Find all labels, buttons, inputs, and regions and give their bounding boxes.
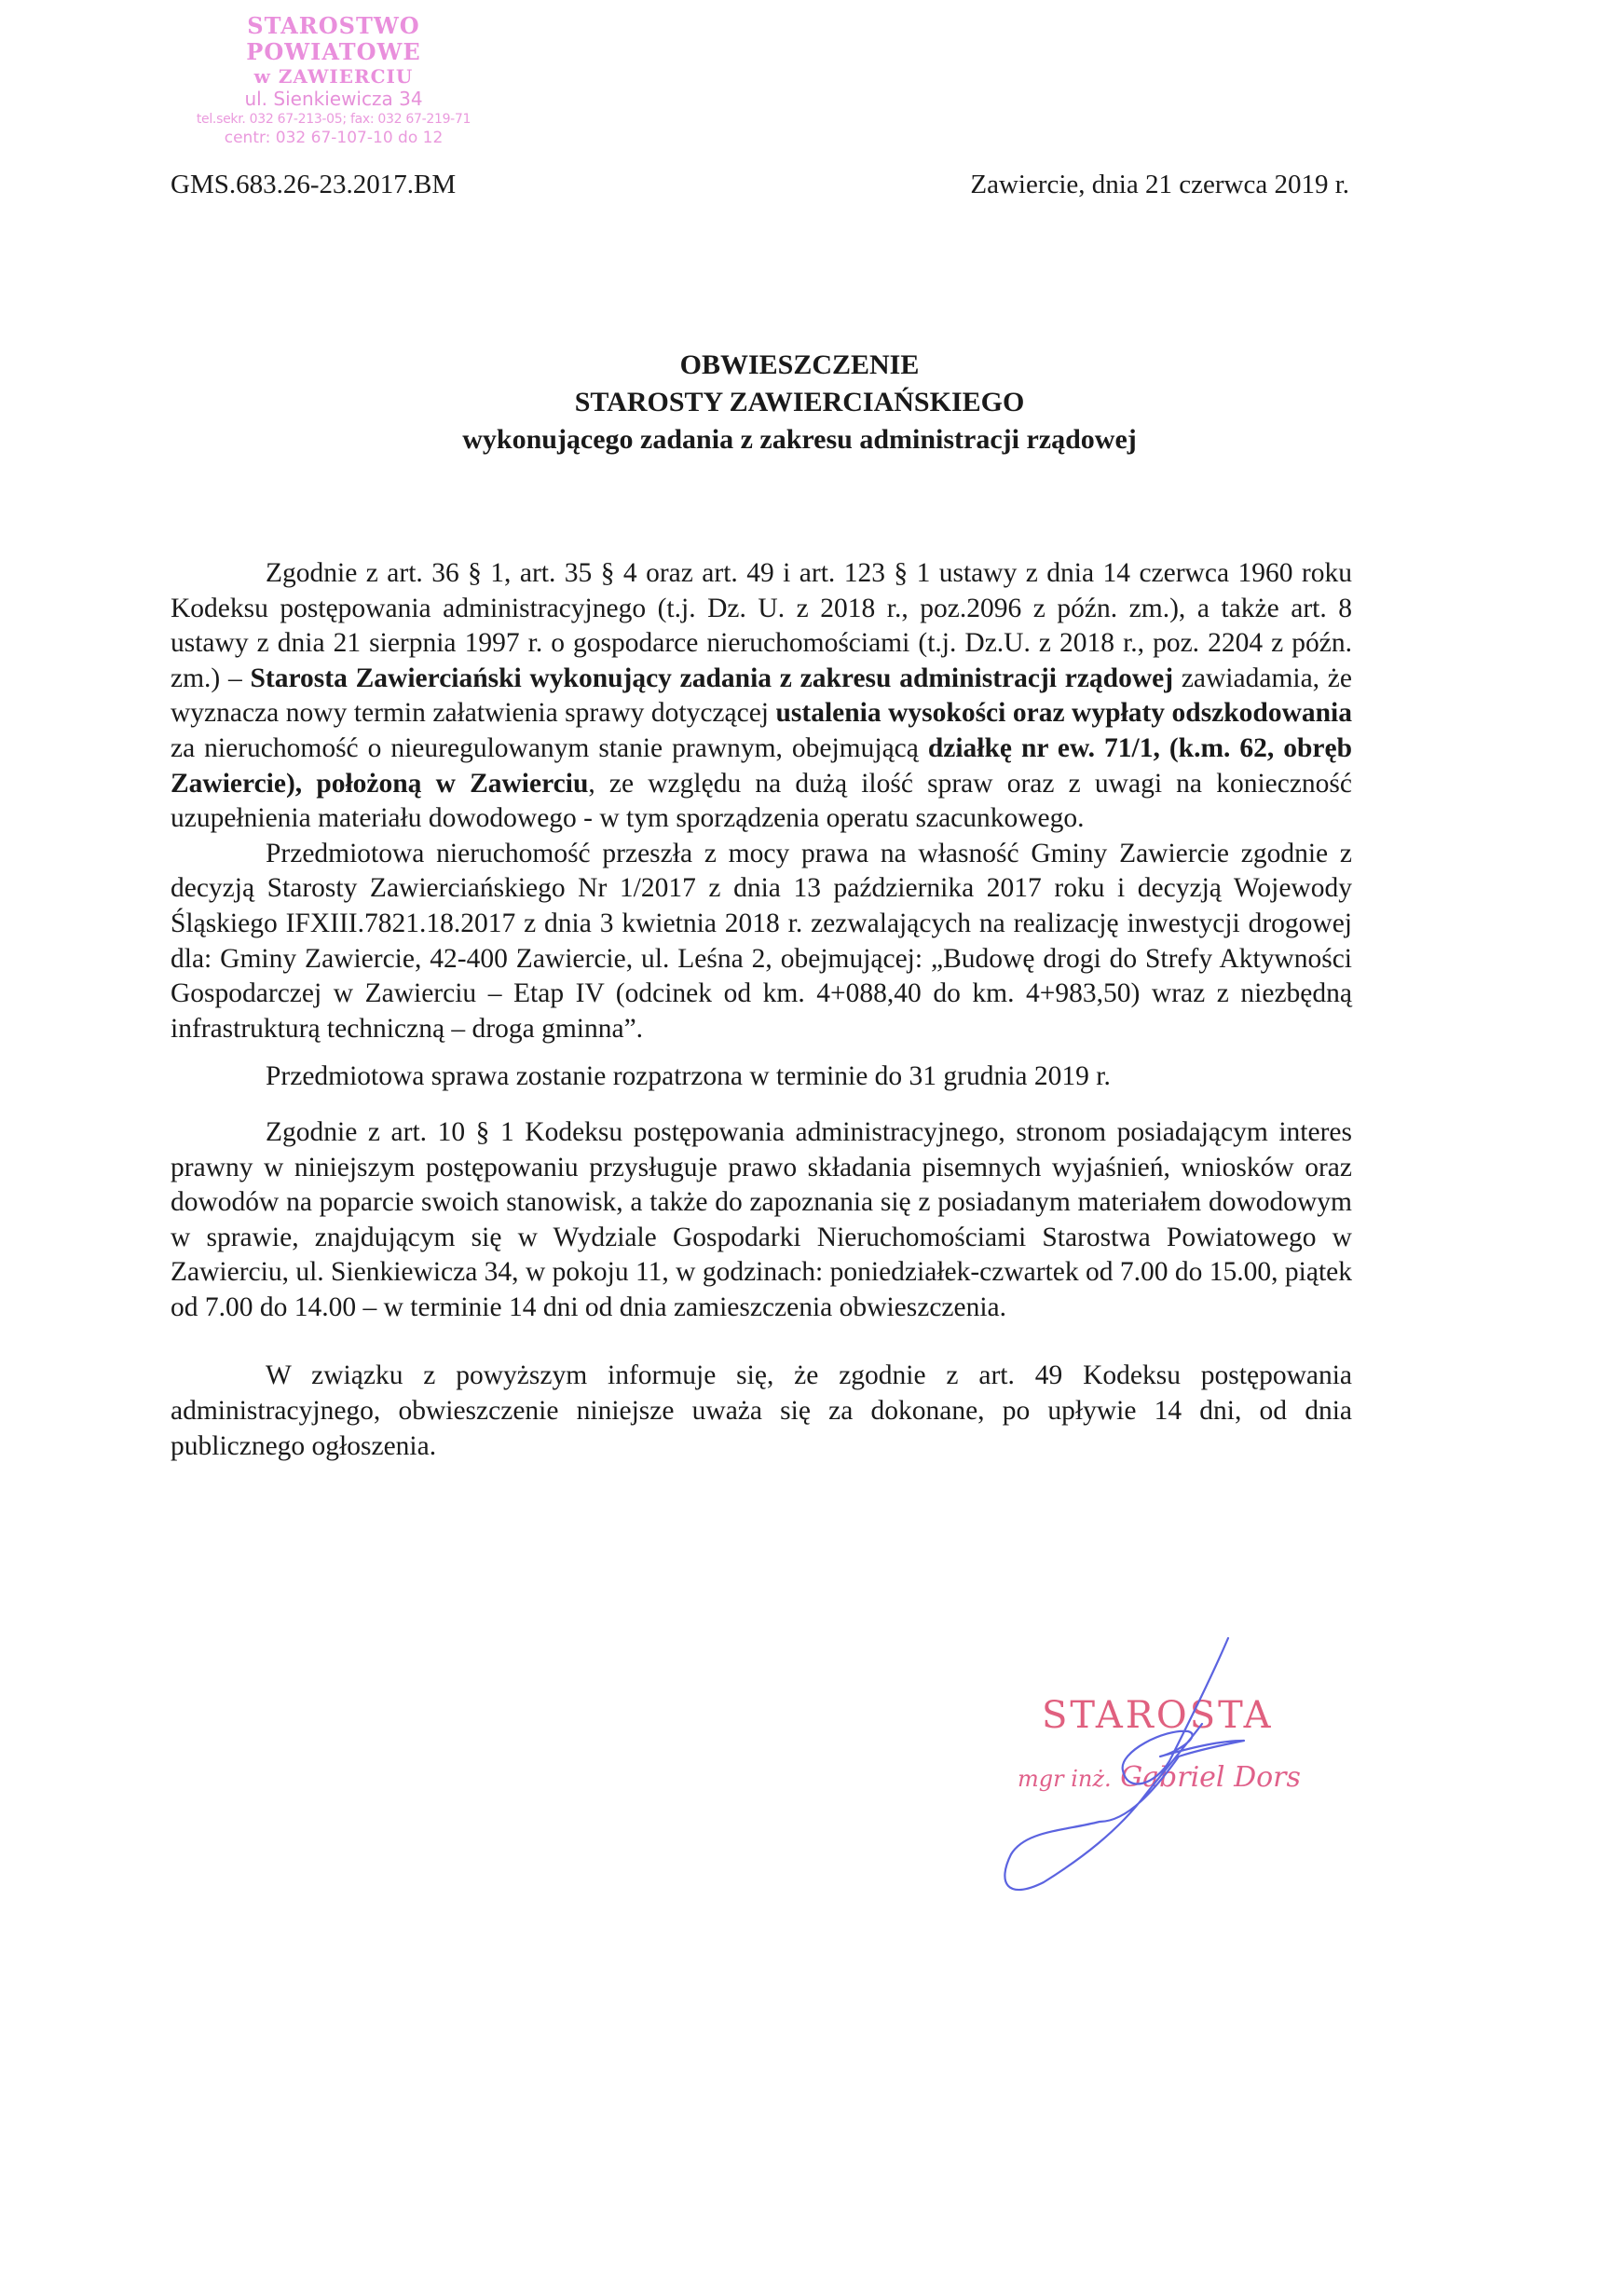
p1-text-1: Zgodnie z art. 36 § 1, art. 35 § 4 oraz art. 49 i art. 123 § 1 ustawy z dnia 14 czerwca 1960 roku Kodeksu postępowania administracyjnego (t.j. Dz. U. z 2018 r., poz.2096 z późn. zm.), a także art. 8 ustawy z dnia 21 sierpnia 1997 r. o gospodarce nieruchomościami (t.j. Dz.U. z 2018 r., poz. 2204 z późn. zm.) – [171,558,1352,693]
stamp-line-switchboard: centr: 032 67-107-10 do 12 [224,129,444,147]
p1-bold-parcel: działkę nr ew. 71/1, (k.m. 62, obręb Zawiercie), położoną w Zawierciu [171,732,1352,799]
p1-text-4: , ze względu na dużą ilość spraw oraz z uwagi na konieczność uzupełnienia materiału dowodowego - w tym sporządzenia operatu szacunkowego. [171,768,1352,834]
stamp-line-phone: tel.sekr. 032 67-213-05; fax: 032 67-219-71 [196,112,472,127]
document-body [171,556,1352,1464]
title-line-1: OBWIESZCZENIE [679,349,920,380]
handwritten-signature-icon [978,1621,1351,1920]
signature-person: Gabriel Dors [1120,1761,1301,1794]
paragraph-5: W związku z powyższym informuje się, że zgodnie z art. 49 Kodeksu postępowania administracyjnego, obwieszczenie niniejsze uważa się za dokonane, po upływie 14 dni, od dnia publicznego ogłoszenia. [171,1360,1352,1461]
stamp-line-address: ul. Sienkiewicza 34 [244,88,423,110]
document-reference: GMS.683.26-23.2017.BM [171,170,457,199]
stamp-line-office: STAROSTWO POWIATOWE [246,12,421,65]
paragraph-3: Przedmiotowa sprawa zostanie rozpatrzona w terminie do 31 grudnia 2019 r. [266,1061,1111,1092]
paragraph-4: Zgodnie z art. 10 § 1 Kodeksu postępowania administracyjnego, stronom posiadającym interes prawny w niniejszym postępowaniu przysługuje prawo składania pisemnych wyjaśnień, wniosków oraz dowodów na poparcie swoich stanowisk, a także do zapoznania się z posiadanym materiałem dowodowym w sprawie, znajdującym się w Wydziale Gospodarki Nieruchomościami Starostwa Powiatowego w Zawierciu, ul. Sienkiewicza 34, w pokoju 11, w godzinach: poniedziałek-czwartek od 7.00 do 15.00, piątek od 7.00 do 14.00 – w terminie 14 dni od dnia zamieszczenia obwieszczenia. [171,1116,1352,1322]
place-date: Zawiercie, dnia 21 czerwca 2019 r. [970,170,1349,199]
p1-text-3: za nieruchomość o nieuregulowanym stanie prawnym, obejmującą [171,732,928,763]
signature-title: STAROSTA [1042,1694,1274,1737]
title-line-3: wykonującego zadania z zakresu administracji rządowej [462,424,1137,455]
office-stamp [157,13,511,147]
p1-bold-authority: Starosta Zawierciański wykonujący zadania z zakresu administracji rządowej [250,663,1174,693]
title-line-2: STAROSTY ZAWIERCIAŃSKIEGO [574,387,1025,417]
signature-prefix: mgr inż. [1018,1766,1112,1792]
p1-bold-subject: ustalenia wysokości oraz wypłaty odszkodowania [775,698,1352,729]
document-title [0,347,1599,458]
paragraph-2: Przedmiotowa nieruchomość przeszła z mocy prawa na własność Gminy Zawiercie zgodnie z decyzją Starosty Zawierciańskiego Nr 1/2017 z dnia 13 października 2017 roku i decyzją Wojewody Śląskiego IFXIII.7821.18.2017 z dnia 3 kwietnia 2018 r. zezwalających na realizację inwestycji drogowej dla: Gminy Zawiercie, 42-400 Zawiercie, ul. Leśna 2, obejmującej: „Budowę drogi do Strefy Aktywności Gospodarczej w Zawierciu – Etap IV (odcinek od km. 4+088,40 do km. 4+983,50) wraz z niezbędną infrastrukturą techniczną – droga gminna”. [171,838,1352,1044]
paragraph-1 [171,556,1352,837]
p1-text-2: zawiadamia, że wyznacza nowy termin załatwienia sprawy dotyczącej [171,663,1352,729]
stamp-line-city: w ZAWIERCIU [253,65,414,88]
